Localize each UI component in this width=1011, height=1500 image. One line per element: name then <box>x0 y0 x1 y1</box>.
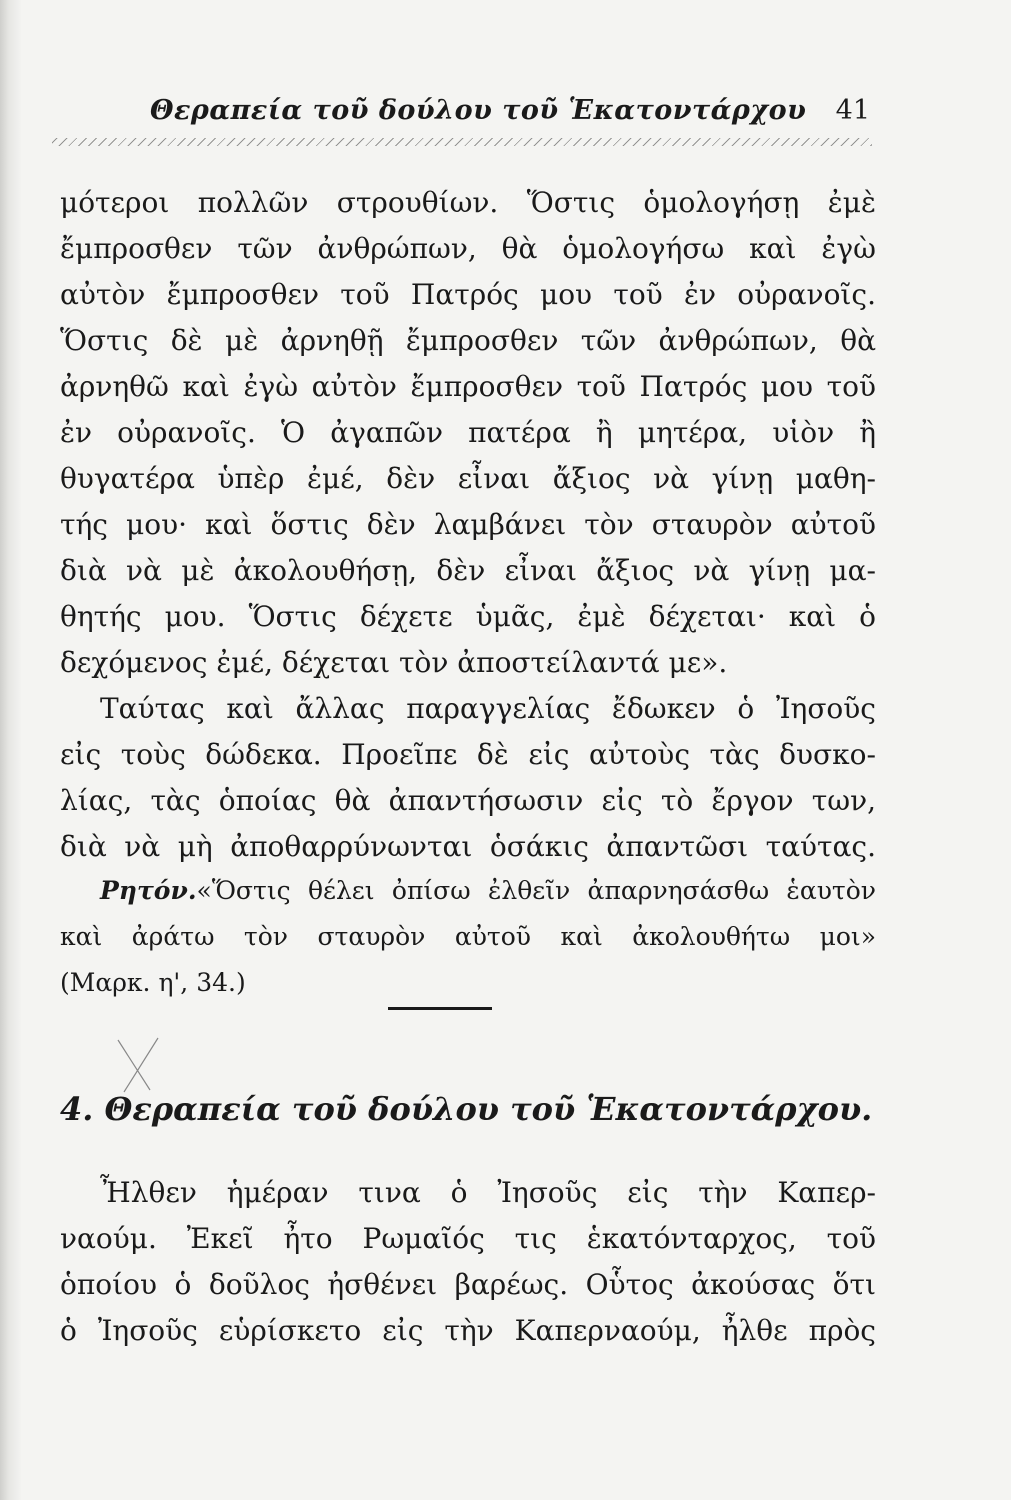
section-title: 4. Θεραπεία τοῦ δούλου τοῦ Ἑκατοντάρχου. <box>60 1090 873 1128</box>
running-head: Θεραπεία τοῦ δούλου τοῦ Ἑκατοντάρχου <box>150 95 807 126</box>
text-line: ναούμ. Ἐκεῖ ἦτο Ρωμαῖός τις ἑκατόνταρχος, τοῦ <box>60 1222 876 1255</box>
text-line: ὁ Ἰησοῦς εὑρίσκετο εἰς τὴν Καπερναούμ, ἦλθε πρὸς <box>60 1314 876 1347</box>
text-line: μότεροι πολλῶν στρουθίων. Ὅστις ὁμολογήσῃ ἐμὲ <box>60 186 876 219</box>
section-body <box>60 1170 876 1354</box>
text-line: δεχόμενος ἐμέ, δέχεται τὸν ἀποστείλαντά με». <box>60 646 728 679</box>
text-line: Ταύτας καὶ ἄλλας παραγγελίας ἔδωκεν ὁ Ἰησοῦς <box>100 692 876 725</box>
text-line: Ἦλθεν ἡμέραν τινα ὁ Ἰησοῦς εἰς τὴν Καπερ- <box>100 1176 876 1209</box>
binding-edge <box>0 0 22 1500</box>
header-rule <box>52 138 872 146</box>
quote-line <box>60 868 876 914</box>
scripture-quote <box>60 868 876 1006</box>
text-line: τής μου· καὶ ὅστις δὲν λαμβάνει τὸν σταυρὸν αὐτοῦ <box>60 508 876 541</box>
text-line: εἰς τοὺς δώδεκα. Προεῖπε δὲ εἰς αὐτοὺς τὰς δυσκο- <box>60 738 876 771</box>
paragraph-1 <box>60 180 876 686</box>
paragraph-2 <box>60 686 876 870</box>
text-line: θυγατέρα ὑπὲρ ἐμέ, δὲν εἶναι ἄξιος νὰ γίνῃ μαθη- <box>60 462 876 495</box>
quote-reference: (Μαρκ. η', 34.) <box>60 968 246 997</box>
text-line: ὁποίου ὁ δοῦλος ἠσθένει βαρέως. Οὗτος ἀκούσας ὅτι <box>60 1268 876 1301</box>
text-line: Ὅστις δὲ μὲ ἀρνηθῇ ἔμπροσθεν τῶν ἀνθρώπων, θὰ <box>60 324 876 357</box>
text-line: διὰ νὰ μὴ ἀποθαρρύνωνται ὁσάκις ἀπαντῶσι ταύτας. <box>60 830 876 863</box>
text-line: λίας, τὰς ὁποίας θὰ ἀπαντήσωσιν εἰς τὸ ἔργον των, <box>60 784 876 817</box>
quote-line: καὶ ἀράτω τὸν σταυρὸν αὐτοῦ καὶ ἀκολουθήτω μοι» <box>60 922 876 951</box>
quote-label: Ρητόν. <box>100 876 197 905</box>
text-line: ἔμπροσθεν τῶν ἀνθρώπων, θὰ ὁμολογήσω καὶ ἐγὼ <box>60 232 876 265</box>
text-line: θητής μου. Ὅστις δέχετε ὑμᾶς, ἐμὲ δέχεται· καὶ ὁ <box>60 600 876 633</box>
text-line: διὰ νὰ μὲ ἀκολουθήσῃ, δὲν εἶναι ἄξιος νὰ γίνῃ μα- <box>60 554 876 587</box>
body-text <box>60 180 876 870</box>
page-header <box>150 95 870 135</box>
section-divider <box>388 1007 492 1010</box>
text-line: αὐτὸν ἔμπροσθεν τοῦ Πατρός μου τοῦ ἐν οὐρανοῖς. <box>60 278 876 311</box>
quote-text: «Ὅστις θέλει ὀπίσω ἐλθεῖν ἀπαρνησάσθω ἑαυτὸν <box>196 876 876 905</box>
text-line: ἐν οὐρανοῖς. Ὁ ἀγαπῶν πατέρα ἢ μητέρα, υἱὸν ἢ <box>60 416 876 449</box>
page-number: 41 <box>835 95 870 126</box>
text-line: ἀρνηθῶ καὶ ἐγὼ αὐτὸν ἔμπροσθεν τοῦ Πατρός μου τοῦ <box>60 370 876 403</box>
